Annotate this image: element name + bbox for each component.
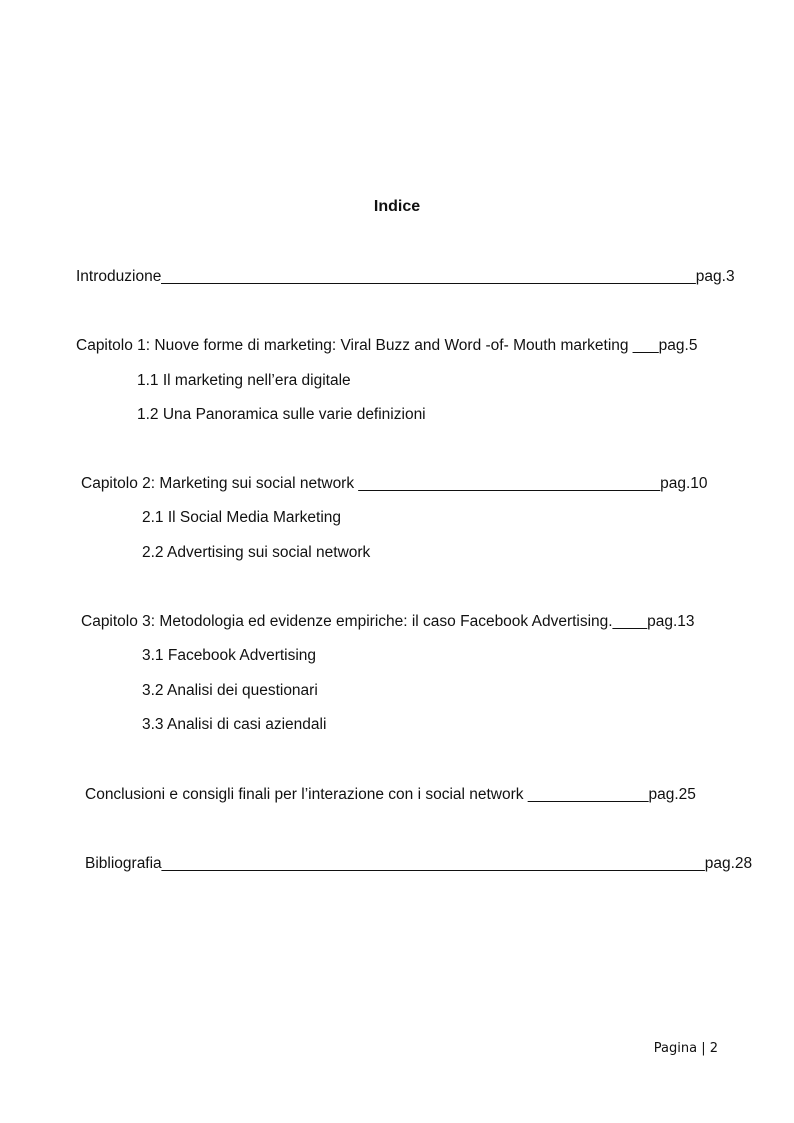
toc-entry-capitolo-2: Capitolo 2: Marketing sui social network ___________________________________pag.10 (81, 475, 708, 492)
toc-subentry-3-3: 3.3 Analisi di casi aziendali (142, 716, 327, 733)
toc-entry-capitolo-3: Capitolo 3: Metodologia ed evidenze empiriche: il caso Facebook Advertising.____pag.13 (81, 613, 695, 630)
toc-subentry-2-2: 2.2 Advertising sui social network (142, 544, 371, 561)
toc-subentry-1-2: 1.2 Una Panoramica sulle varie definizioni (137, 406, 426, 423)
toc-entry-conclusioni: Conclusioni e consigli finali per l’interazione con i social network ______________pag.25 (85, 786, 696, 803)
toc-subentry-1-1: 1.1 Il marketing nell’era digitale (137, 372, 351, 389)
page-footer: Pagina | 2 (653, 1041, 718, 1056)
toc-subentry-2-1: 2.1 Il Social Media Marketing (142, 509, 342, 526)
page-title: Indice (373, 198, 421, 215)
toc-subentry-3-2: 3.2 Analisi dei questionari (142, 682, 318, 699)
toc-entry-capitolo-1: Capitolo 1: Nuove forme di marketing: Viral Buzz and Word -of- Mouth marketing ___pag.5 (76, 337, 698, 354)
toc-subentry-3-1: 3.1 Facebook Advertising (142, 647, 317, 664)
toc-entry-bibliografia: Bibliografia_______________________________________________________________pag.28 (85, 855, 753, 872)
toc-entry-introduzione: Introduzione______________________________________________________________pag.3 (76, 268, 735, 285)
